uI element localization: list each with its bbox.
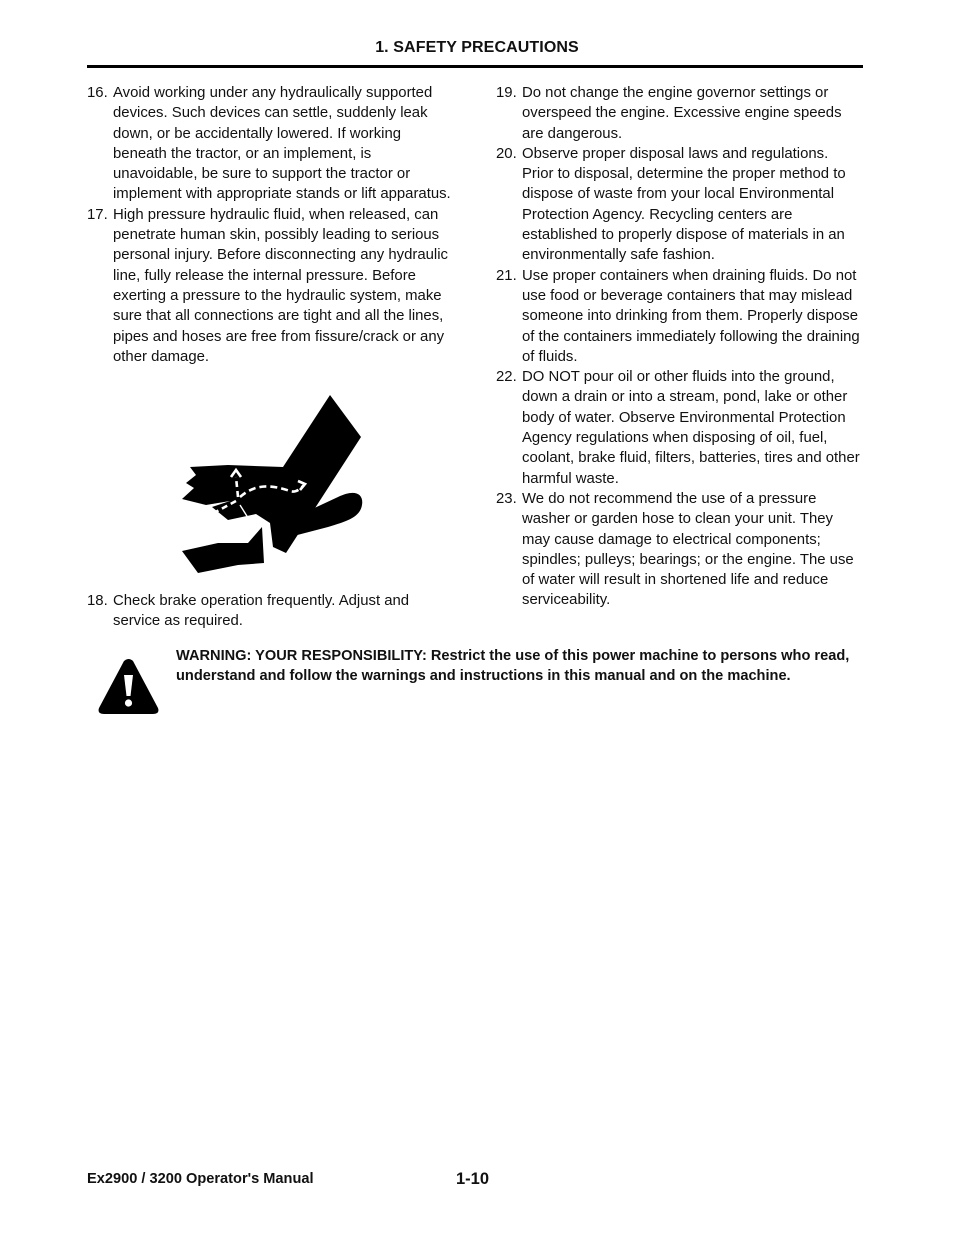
page-title: 1. SAFETY PRECAUTIONS — [375, 39, 579, 56]
list-item — [496, 367, 862, 489]
item-text: DO NOT pour oil or other fluids into the ground, down a drain or into a stream, pond, lake or other body of water. Observe Environmental Protection Agency regulations when disposing of oil, fuel, coolant, brake fluid, filters, batteries, tires and other harmful waste. — [522, 369, 860, 487]
list-item — [496, 266, 862, 367]
item-number: 23. — [496, 490, 517, 507]
warning-text: WARNING: YOUR RESPONSIBILITY: Restrict the use of this power machine to persons who read, understand and follow the warnings and instructions in this manual and on the machine. — [176, 648, 850, 685]
list-item — [496, 144, 862, 266]
item-number: 18. — [87, 593, 108, 609]
list-item — [87, 205, 453, 367]
item-number: 21. — [496, 267, 517, 284]
left-column — [87, 83, 453, 367]
item-number: 20. — [496, 145, 517, 162]
hydraulic-fluid-injection-hazard-icon — [178, 393, 363, 575]
list-item — [87, 83, 453, 205]
item-number: 19. — [496, 85, 517, 101]
page-number: 1-10 — [456, 1170, 490, 1188]
list-item — [496, 489, 862, 611]
item-number: 16. — [87, 85, 108, 101]
list-item — [87, 591, 453, 632]
item-number: 22. — [496, 369, 517, 386]
item-number: 17. — [87, 206, 108, 223]
right-column — [496, 83, 862, 611]
item-text: High pressure hydraulic fluid, when released, can penetrate human skin, possibly leading to serious personal injury. Before disconnecting any hydraulic line, fully release the internal pressure. Before exerting a pressure to the hydraulic system, make sure that all connections are tight and all the lines, pipes and hoses are free from fissure/crack or any other damage. — [113, 206, 448, 365]
item-text: Do not change the engine governor settings or overspeed the engine. Excessive engine speeds are dangerous. — [522, 85, 842, 142]
item-text: Observe proper disposal laws and regulations. Prior to disposal, determine the proper method to dispose of waste from your local Environmental Protection Agency. Recycling centers are established to properly dispose of materials in an environmentally safe fashion. — [522, 145, 846, 264]
list-item — [496, 83, 862, 144]
item-text: Avoid working under any hydraulically supported devices. Such devices can settle, suddenly leak down, or be accidentally lowered. If working beneath the tractor, or an implement, is unavoidable, be sure to support the tractor or implement with appropriate stands or lift apparatus. — [113, 85, 451, 203]
warning-triangle-icon — [97, 658, 160, 715]
footer-manual-title: Ex2900 / 3200 Operator's Manual — [87, 1171, 314, 1187]
item-text: Use proper containers when draining fluids. Do not use food or beverage containers that may mislead someone into drinking from them. Properly dispose of the containers immediately following the draining of fluids. — [522, 267, 860, 365]
item-text: We do not recommend the use of a pressure washer or garden hose to clean your unit. They may cause damage to electrical components; spindles; pulleys; bearings; or the engine. The use of water will result in shortened life and reduce serviceability. — [522, 490, 854, 609]
item-text: Check brake operation frequently. Adjust and service as required. — [113, 593, 410, 630]
header-divider — [87, 65, 863, 68]
